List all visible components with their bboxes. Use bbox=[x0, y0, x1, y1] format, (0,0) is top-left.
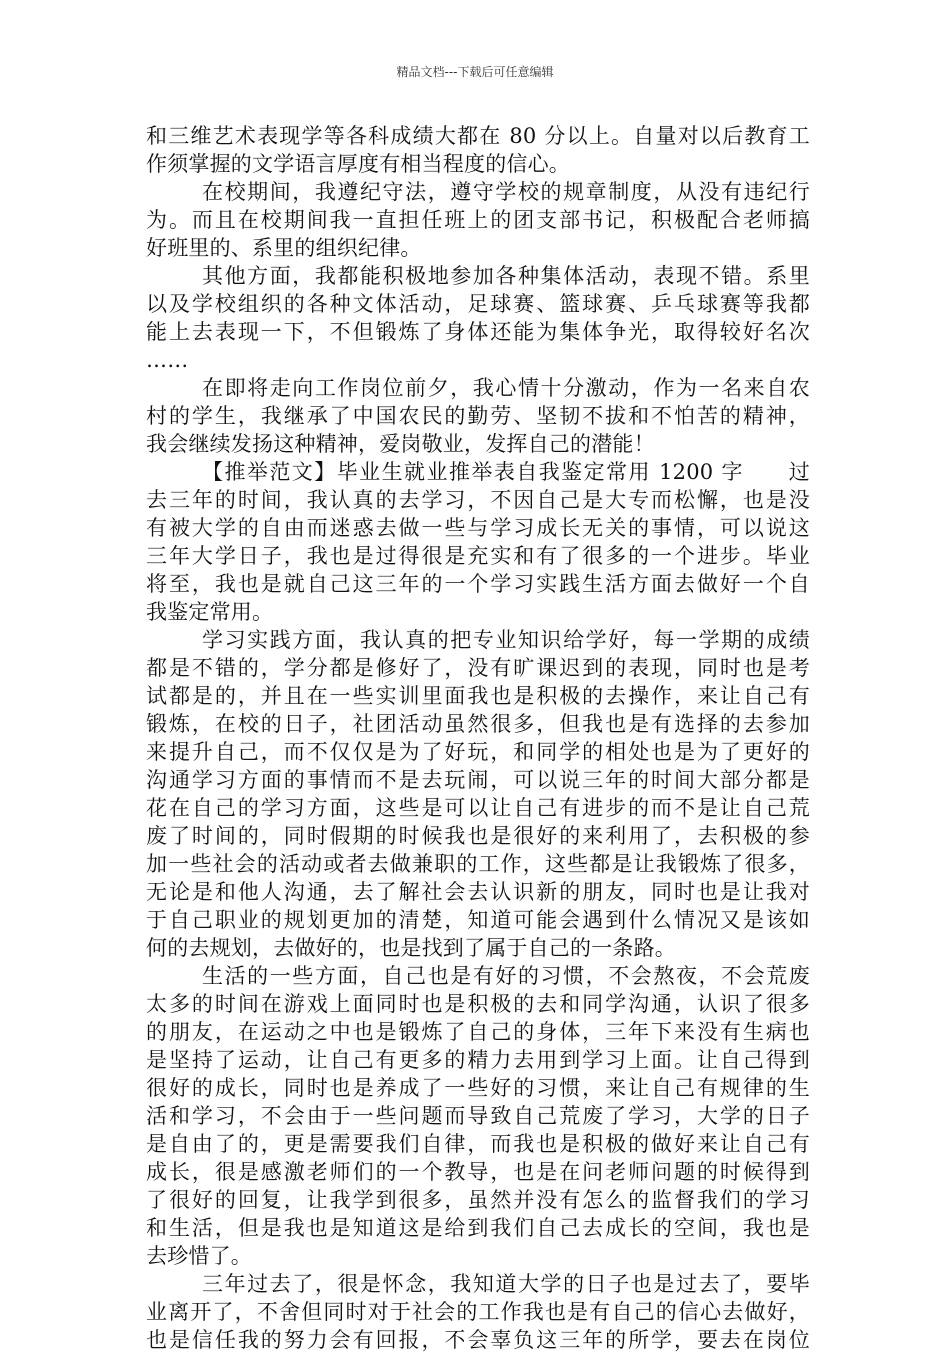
text-line: 成长，很是感激老师们的一个教导，也是在问老师问题的时候得到 bbox=[146, 1160, 810, 1184]
text-line: 了很好的回复，让我学到很多，虽然并没有怎么的监督我们的学习 bbox=[146, 1188, 810, 1212]
text-line: 很好的成长，同时也是养成了一些好的习惯，来让自己有规律的生 bbox=[146, 1076, 810, 1100]
text-line: 何的去规划，去做好的，也是找到了属于自己的一条路。 bbox=[146, 936, 676, 960]
text-line: 也是信任我的努力会有回报，不会辜负这三年的所学，要去在岗位 bbox=[146, 1328, 810, 1352]
text-line: 生活的一些方面，自己也是有好的习惯，不会熬夜，不会荒废 bbox=[202, 964, 810, 988]
text-line: 学习实践方面，我认真的把专业知识给学好，每一学期的成绩 bbox=[202, 628, 810, 652]
text-line: 活和学习，不会由于一些问题而导致自己荒废了学习，大学的日子 bbox=[146, 1104, 810, 1128]
text-line: 去三年的时间，我认真的去学习，不因自己是大专而松懈，也是没 bbox=[146, 488, 810, 512]
text-line: 村的学生，我继承了中国农民的勤劳、坚韧不拔和不怕苦的精神， bbox=[146, 404, 810, 428]
text-line: 来提升自己，而不仅仅是为了好玩，和同学的相处也是为了更好的 bbox=[146, 740, 810, 764]
text-line: 将至，我也是就自己这三年的一个学习实践生活方面去做好一个自 bbox=[146, 572, 810, 596]
text-line: 三年过去了，很是怀念，我知道大学的日子也是过去了，要毕 bbox=[202, 1272, 810, 1296]
text-line: 是自由了的，更是需要我们自律，而我也是积极的做好来让自己有 bbox=[146, 1132, 810, 1156]
text-line: 三年大学日子，我也是过得很是充实和有了很多的一个进步。毕业 bbox=[146, 544, 810, 568]
text-line: 锻炼，在校的日子，社团活动虽然很多，但我也是有选择的去参加 bbox=[146, 712, 810, 736]
text-line: 为。而且在校期间我一直担任班上的团支部书记，积极配合老师搞 bbox=[146, 208, 810, 232]
text-line: 和生活，但是我也是知道这是给到我们自己去成长的空间，我也是 bbox=[146, 1216, 810, 1240]
text-line: 废了时间的，同时假期的时候我也是很好的来利用了，去积极的参 bbox=[146, 824, 810, 848]
text-line: 其他方面，我都能积极地参加各种集体活动，表现不错。系里 bbox=[202, 264, 810, 288]
text-line: 我会继续发扬这种精神，爱岗敬业，发挥自己的潜能！ bbox=[146, 432, 655, 456]
text-line: 有被大学的自由而迷惑去做一些与学习成长无关的事情，可以说这 bbox=[146, 516, 810, 540]
text-line: 和三维艺术表现学等各科成绩大都在 80 分以上。自量对以后教育工 bbox=[146, 124, 810, 148]
page-header: 精品文档---下载后可任意编辑 bbox=[396, 65, 554, 79]
text-line: 【推举范文】毕业生就业推举表自我鉴定常用 1200 字 过 bbox=[202, 460, 810, 484]
text-line: 好班里的、系里的组织纪律。 bbox=[146, 236, 422, 260]
text-line: 花在自己的学习方面，这些是可以让自己有进步的而不是让自己荒 bbox=[146, 796, 810, 820]
text-line: 沟通学习方面的事情而不是去玩闹，可以说三年的时间大部分都是 bbox=[146, 768, 810, 792]
text-line: 去珍惜了。 bbox=[146, 1244, 252, 1268]
text-line: 在即将走向工作岗位前夕，我心情十分激动，作为一名来自农 bbox=[202, 376, 810, 400]
text-line: 的朋友，在运动之中也是锻炼了自己的身体，三年下来没有生病也 bbox=[146, 1020, 810, 1044]
text-line: 作须掌握的文学语言厚度有相当程度的信心。 bbox=[146, 152, 570, 176]
text-line: 是坚持了运动，让自己有更多的精力去用到学习上面。让自己得到 bbox=[146, 1048, 810, 1072]
text-line: 无论是和他人沟通，去了解社会去认识新的朋友，同时也是让我对 bbox=[146, 880, 810, 904]
text-line: 我鉴定常用。 bbox=[146, 600, 274, 624]
text-line: 试都是的，并且在一些实训里面我也是积极的去操作，来让自己有 bbox=[146, 684, 810, 708]
text-line: 太多的时间在游戏上面同时也是积极的去和同学沟通，认识了很多 bbox=[146, 992, 810, 1016]
text-line: …… bbox=[146, 348, 189, 372]
text-line: 业离开了，不舍但同时对于社会的工作我也是有自己的信心去做好， bbox=[146, 1300, 810, 1324]
text-line: 于自己职业的规划更加的清楚，知道可能会遇到什么情况又是该如 bbox=[146, 908, 810, 932]
document-body bbox=[146, 122, 810, 1354]
text-line: 在校期间，我遵纪守法，遵守学校的规章制度，从没有违纪行 bbox=[202, 180, 810, 204]
text-line: 加一些社会的活动或者去做兼职的工作，这些都是让我锻炼了很多， bbox=[146, 852, 810, 876]
text-line: 都是不错的，学分都是修好了，没有旷课迟到的表现，同时也是考 bbox=[146, 656, 810, 680]
text-line: 能上去表现一下，不但锻炼了身体还能为集体争光，取得较好名次 bbox=[146, 320, 810, 344]
text-line: 以及学校组织的各种文体活动，足球赛、篮球赛、乒乓球赛等我都 bbox=[146, 292, 810, 316]
